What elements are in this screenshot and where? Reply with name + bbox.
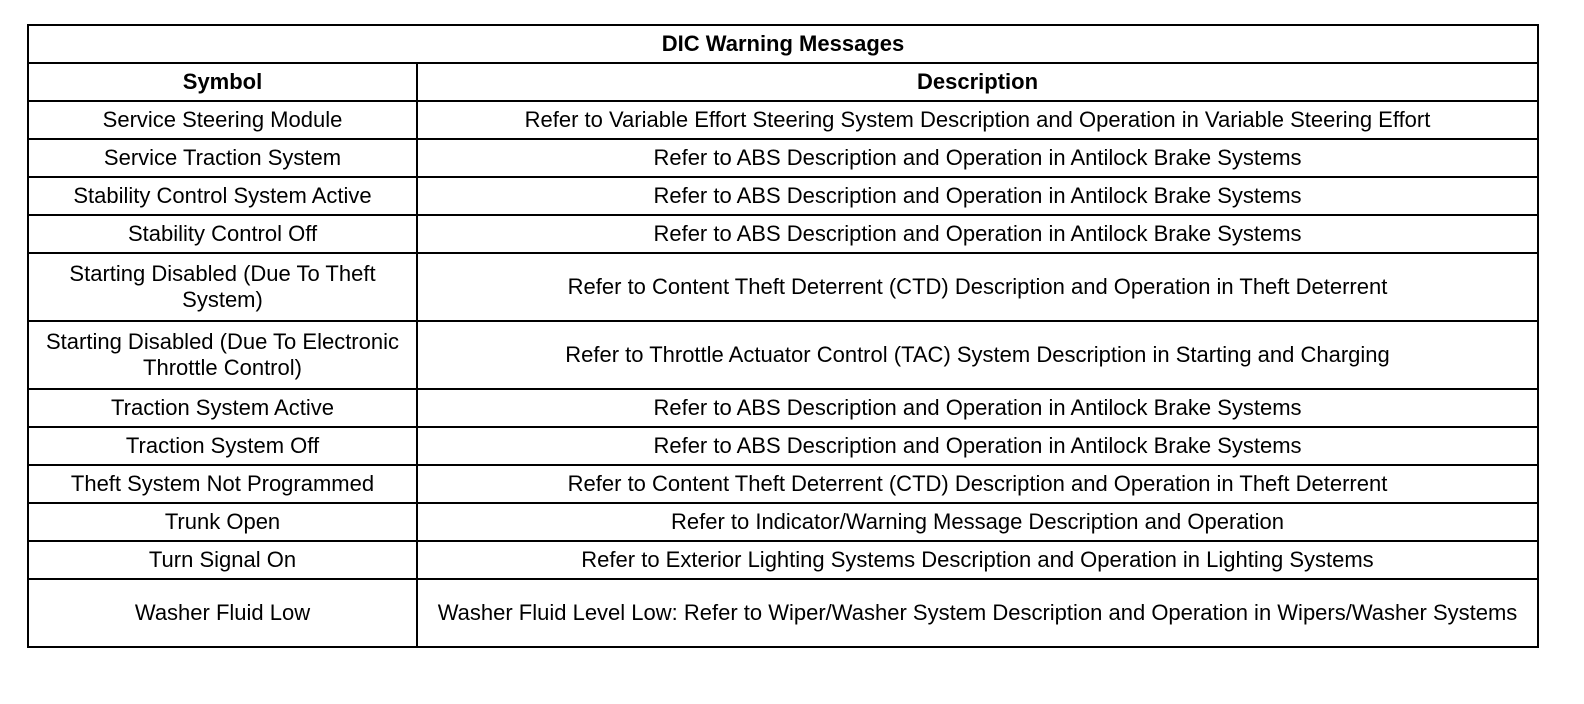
description-cell: Refer to Throttle Actuator Control (TAC) System Description in Starting and Charging [417, 321, 1538, 389]
table-row [28, 253, 1538, 321]
symbol-cell: Service Traction System [28, 139, 417, 177]
description-cell: Refer to Content Theft Deterrent (CTD) Description and Operation in Theft Deterrent [417, 465, 1538, 503]
symbol-cell: Starting Disabled (Due To Theft System) [28, 253, 417, 321]
table-row [28, 139, 1538, 177]
table-row [28, 177, 1538, 215]
table-row [28, 321, 1538, 389]
symbol-cell: Traction System Off [28, 427, 417, 465]
dic-warning-messages-table [27, 24, 1539, 648]
description-cell: Refer to ABS Description and Operation in Antilock Brake Systems [417, 215, 1538, 253]
table-row [28, 427, 1538, 465]
table-title: DIC Warning Messages [28, 25, 1538, 63]
table-title-row [28, 25, 1538, 63]
symbol-cell: Stability Control System Active [28, 177, 417, 215]
symbol-cell: Starting Disabled (Due To Electronic Throttle Control) [28, 321, 417, 389]
table-row [28, 215, 1538, 253]
description-cell: Refer to Variable Effort Steering System Description and Operation in Variable Steering Effort [417, 101, 1538, 139]
description-cell: Washer Fluid Level Low: Refer to Wiper/Washer System Description and Operation in Wipers/Washer Systems [417, 579, 1538, 647]
table-header-row [28, 63, 1538, 101]
table-row [28, 101, 1538, 139]
symbol-cell: Trunk Open [28, 503, 417, 541]
description-cell: Refer to Content Theft Deterrent (CTD) Description and Operation in Theft Deterrent [417, 253, 1538, 321]
symbol-cell: Theft System Not Programmed [28, 465, 417, 503]
description-cell: Refer to Indicator/Warning Message Description and Operation [417, 503, 1538, 541]
symbol-cell: Turn Signal On [28, 541, 417, 579]
table-row [28, 579, 1538, 647]
table-row [28, 503, 1538, 541]
description-cell: Refer to ABS Description and Operation in Antilock Brake Systems [417, 177, 1538, 215]
table-row [28, 389, 1538, 427]
description-cell: Refer to Exterior Lighting Systems Description and Operation in Lighting Systems [417, 541, 1538, 579]
symbol-cell: Service Steering Module [28, 101, 417, 139]
table-row [28, 465, 1538, 503]
description-cell: Refer to ABS Description and Operation in Antilock Brake Systems [417, 427, 1538, 465]
symbol-cell: Washer Fluid Low [28, 579, 417, 647]
table-row [28, 541, 1538, 579]
symbol-cell: Stability Control Off [28, 215, 417, 253]
description-column-header: Description [417, 63, 1538, 101]
symbol-cell: Traction System Active [28, 389, 417, 427]
description-cell: Refer to ABS Description and Operation in Antilock Brake Systems [417, 389, 1538, 427]
symbol-column-header: Symbol [28, 63, 417, 101]
description-cell: Refer to ABS Description and Operation in Antilock Brake Systems [417, 139, 1538, 177]
